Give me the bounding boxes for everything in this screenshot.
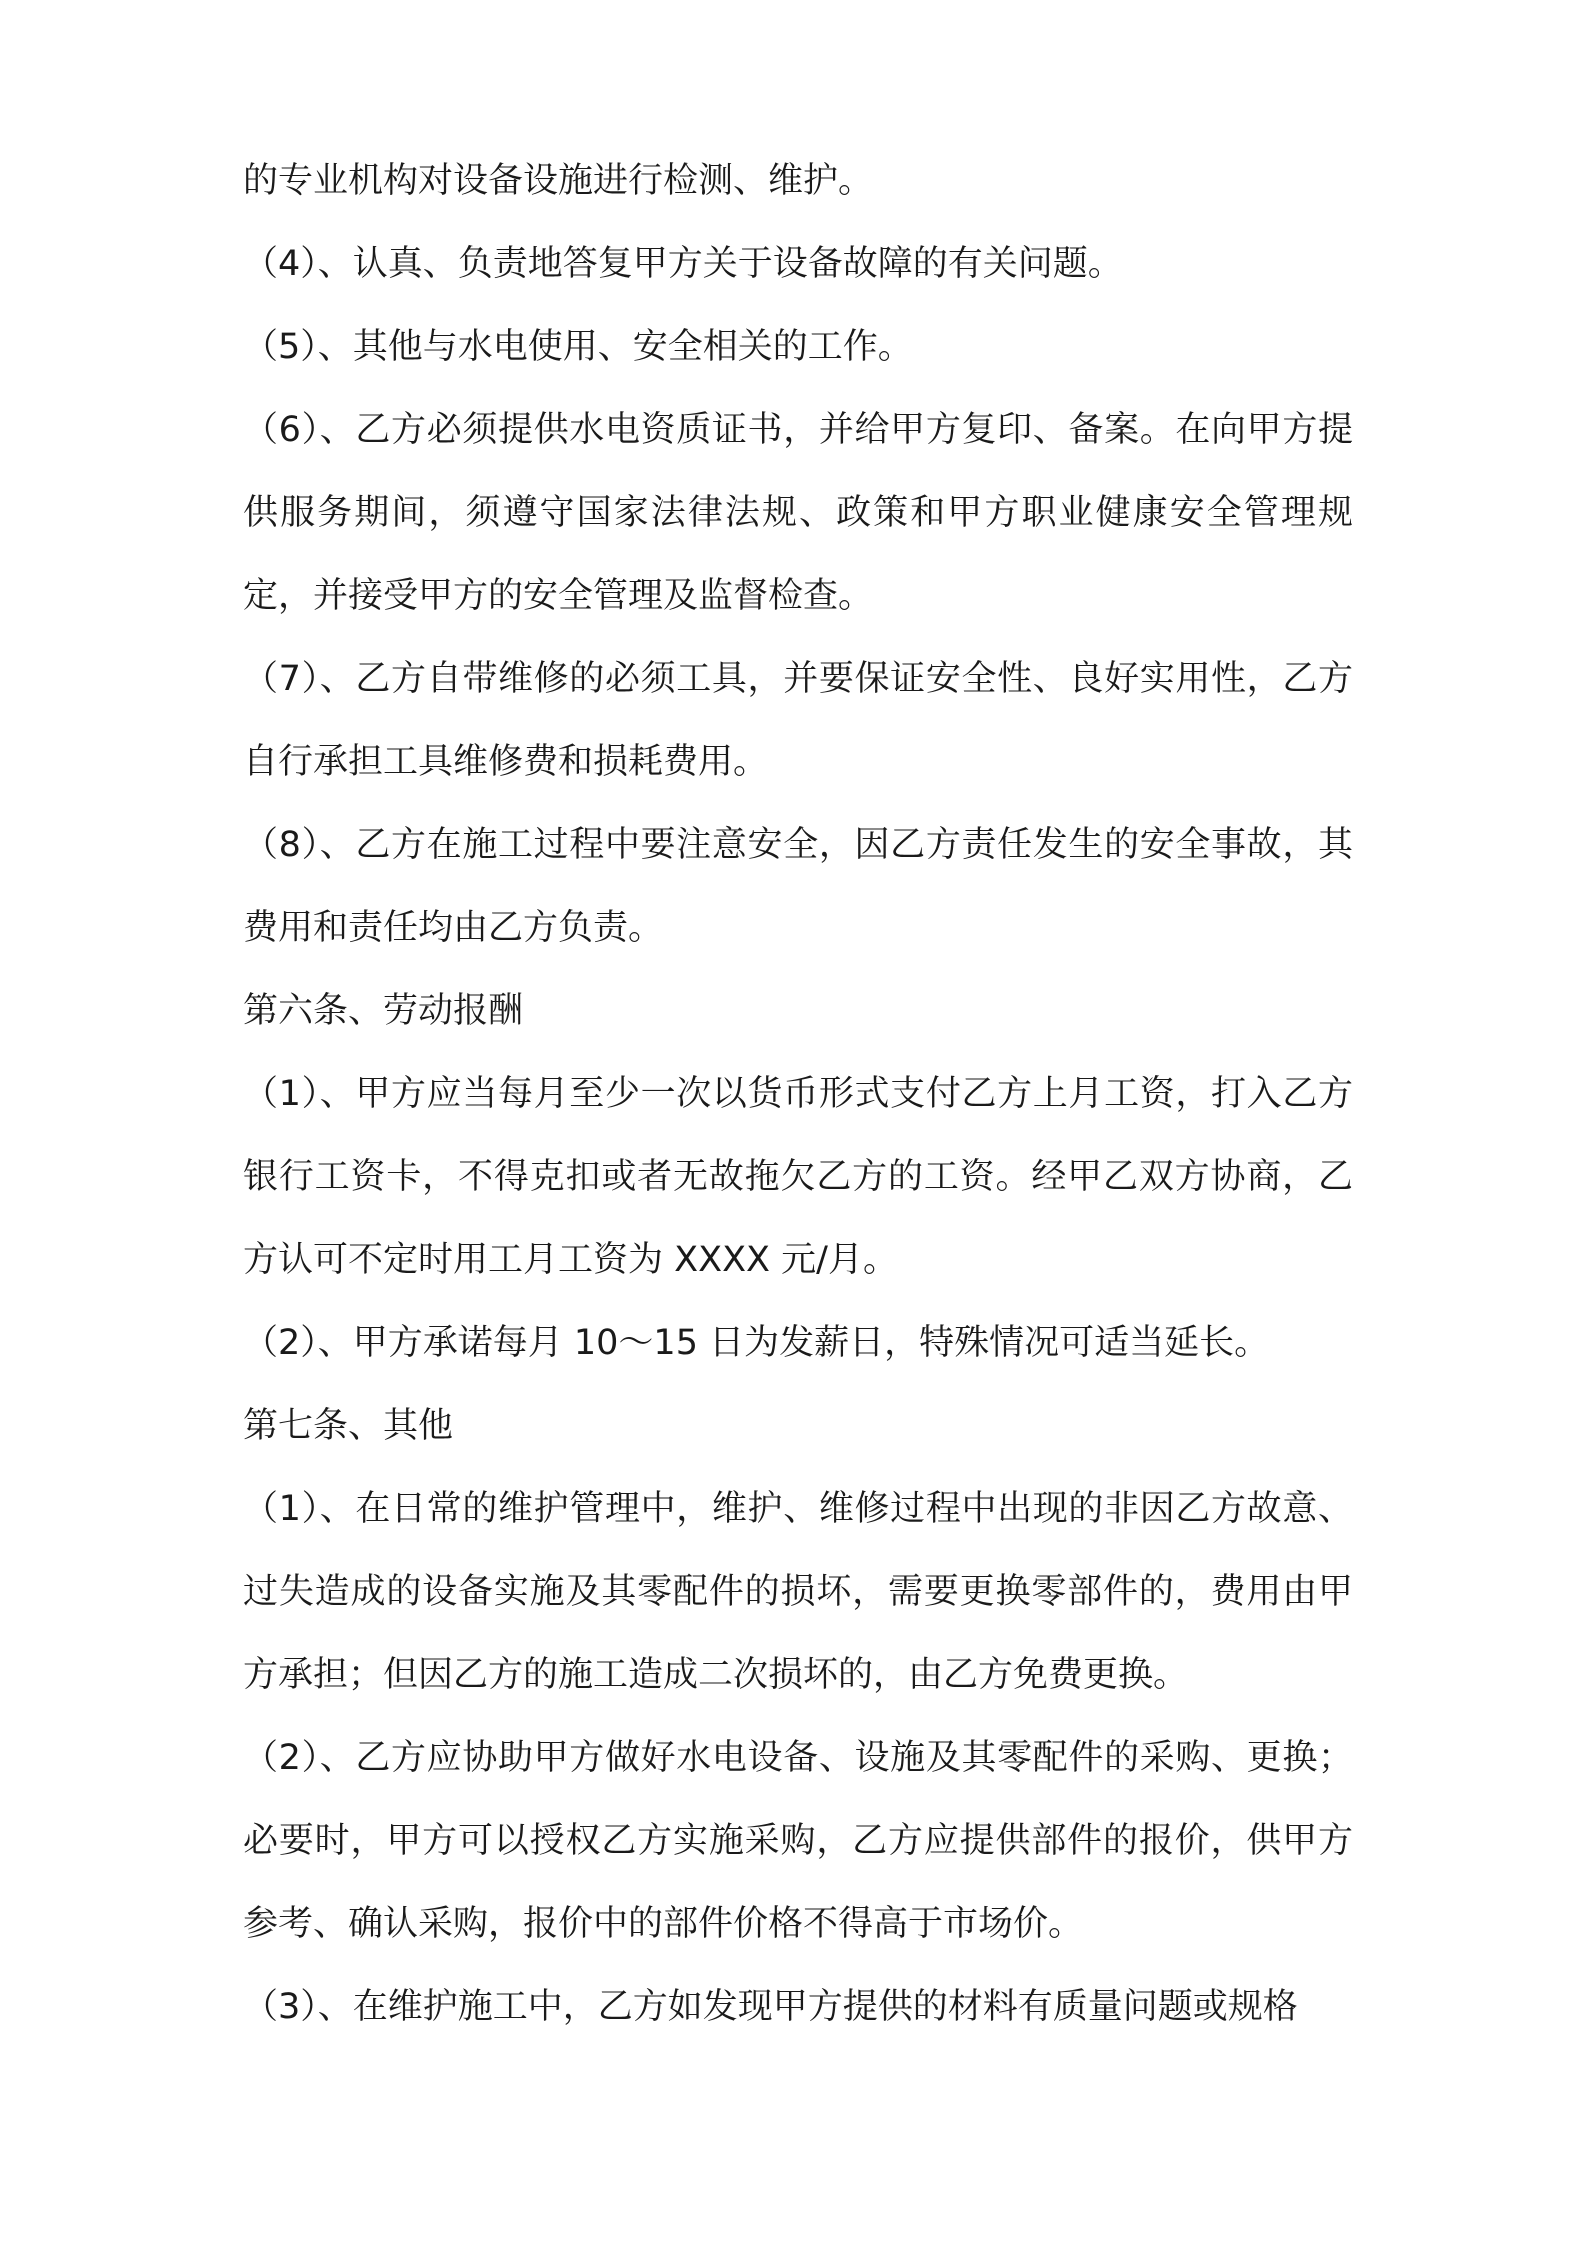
paragraph-article-7-item-1: （1）、在日常的维护管理中，维护、维修过程中出现的非因乙方故意、过失造成的设备实施及其零配件的损坏，需要更换零部件的，费用由甲方承担；但因乙方的施工造成二次损坏的，由乙方免费更换。 (243, 1489, 1353, 1695)
paragraph-item-6: （6）、乙方必须提供水电资质证书，并给甲方复印、备案。在向甲方提供服务期间，须遵守国家法律法规、政策和甲方职业健康安全管理规定，并接受甲方的安全管理及监督检查。 (243, 410, 1353, 616)
paragraph-continuation: 的专业机构对设备设施进行检测、维护。 (243, 161, 874, 201)
section-heading-article-6: 第六条、劳动报酬 (243, 991, 524, 1031)
paragraph-item-4: （4）、认真、负责地答复甲方关于设备故障的有关问题。 (243, 244, 1123, 284)
paragraph-item-8: （8）、乙方在施工过程中要注意安全，因乙方责任发生的安全事故，其费用和责任均由乙方负责。 (243, 825, 1353, 948)
paragraph-article-7-item-3: （3）、在维护施工中，乙方如发现甲方提供的材料有质量问题或规格 (243, 1987, 1298, 2027)
document-body (243, 140, 1353, 2049)
section-heading-article-7: 第七条、其他 (243, 1406, 454, 1446)
paragraph-article-6-item-1: （1）、甲方应当每月至少一次以货币形式支付乙方上月工资，打入乙方银行工资卡，不得克扣或者无故拖欠乙方的工资。经甲乙双方协商，乙方认可不定时用工月工资为 XXXX 元/月。 (243, 1074, 1353, 1280)
paragraph-article-7-item-2: （2）、乙方应协助甲方做好水电设备、设施及其零配件的采购、更换；必要时，甲方可以授权乙方实施采购，乙方应提供部件的报价，供甲方参考、确认采购，报价中的部件价格不得高于市场价。 (243, 1738, 1353, 1944)
paragraph-item-5: （5）、其他与水电使用、安全相关的工作。 (243, 327, 913, 367)
paragraph-article-6-item-2: （2）、甲方承诺每月 10～15 日为发薪日，特殊情况可适当延长。 (243, 1323, 1270, 1363)
paragraph-item-7: （7）、乙方自带维修的必须工具，并要保证安全性、良好实用性，乙方自行承担工具维修费和损耗费用。 (243, 659, 1353, 782)
